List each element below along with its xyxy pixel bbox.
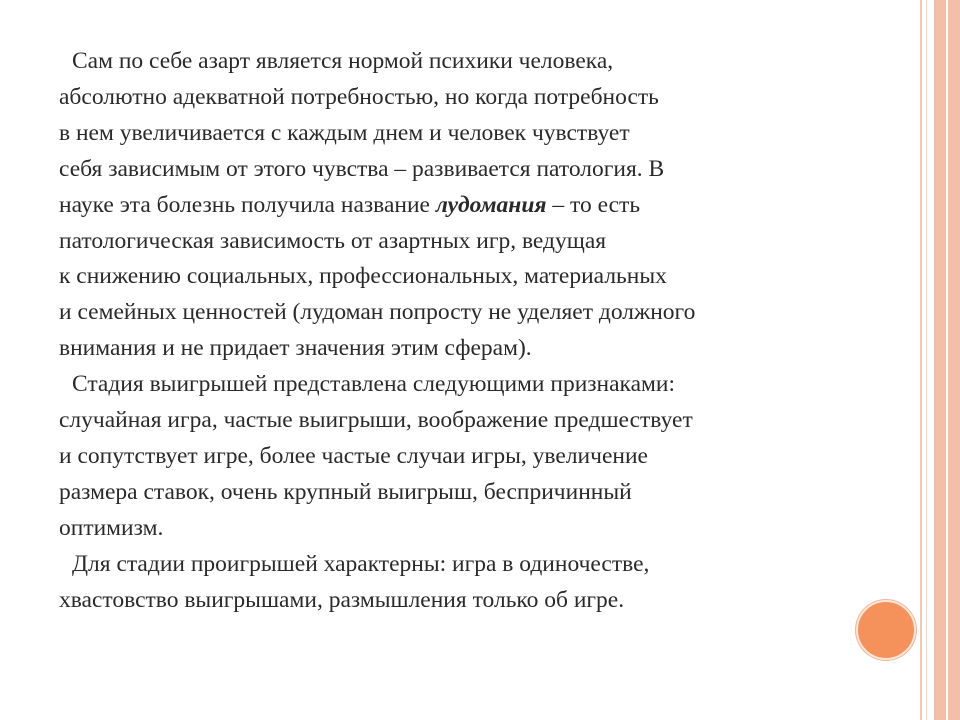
- text-line: и семейных ценностей (лудоман попросту не уделяет должного: [59, 299, 696, 326]
- text-line: размера ставок, очень крупный выигрыш, беспричинный: [59, 478, 632, 505]
- text-fragment: – то есть: [546, 191, 641, 218]
- text-line: Для стадии проигрышей характерны: игра в одиночестве,: [72, 550, 650, 577]
- orange-circle-icon: [856, 600, 916, 660]
- paragraph-winning-stage: [59, 367, 849, 547]
- text-line: к снижению социальных, профессиональных, материальных: [59, 263, 667, 290]
- text-line: абсолютно адекватной потребностью, но когда потребность: [59, 83, 659, 110]
- text-line: Сам по себе азарт является нормой психики человека,: [72, 48, 614, 74]
- text-line: в нем увеличивается с каждым днем и человек чувствует: [59, 119, 630, 146]
- slide-body-text: [59, 44, 849, 619]
- right-edge-stripe: [934, 0, 946, 720]
- paragraph-losing-stage: [59, 547, 849, 619]
- text-line: хвастовство выигрышами, размышления только об игре.: [59, 586, 625, 613]
- right-edge-stripe: [920, 0, 922, 720]
- right-edge-stripe: [926, 0, 927, 720]
- text-line: [59, 188, 849, 224]
- text-line: Стадия выигрышей представлена следующими признаками:: [72, 371, 676, 398]
- text-line: патологическая зависимость от азартных игр, ведущая: [59, 227, 607, 254]
- text-line: оптимизм.: [59, 514, 164, 541]
- term-ludomania: лудомания: [435, 191, 547, 218]
- right-edge-stripe: [948, 0, 960, 720]
- paragraph-ludomania-definition: [59, 44, 849, 367]
- text-line: себя зависимым от этого чувства – развивается патология. В: [59, 155, 665, 182]
- text-fragment: науке эта болезнь получила название: [59, 191, 436, 218]
- text-line: случайная игра, частые выигрыши, воображение предшествует: [59, 407, 693, 434]
- text-line: внимания и не придает значения этим сферам).: [59, 335, 532, 362]
- text-line: и сопутствует игре, более частые случаи игры, увеличение: [59, 442, 648, 469]
